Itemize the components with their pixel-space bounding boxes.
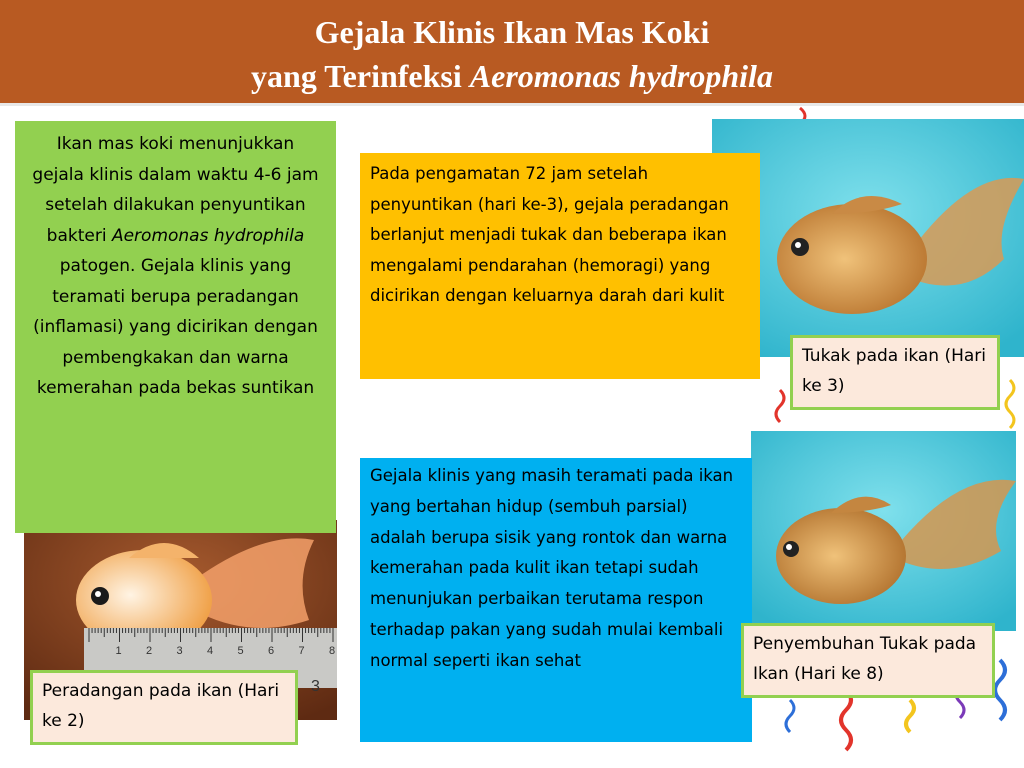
green-box-text-2: patogen. Gejala klinis yang teramati berupa peradangan (inflamasi) yang dicirikan dengan pembengkakan dan warna kemerahan pada bekas suntikan — [33, 256, 318, 398]
yellow-info-box — [360, 153, 760, 379]
ruler-number: 8 — [329, 645, 336, 657]
yellow-box-text: Pada pengamatan 72 jam setelah penyuntikan (hari ke-3), gejala peradangan berlanjut menjadi tukak dan beberapa ikan mengalami pendarahan (hemoragi) yang dicirikan dengan keluarnya darah dari kulit — [370, 164, 729, 305]
title-line-2-italic: Aeromonas hydrophila — [469, 58, 773, 94]
caption-day8 — [741, 623, 995, 698]
caption-day2-text: Peradangan pada ikan (Hari ke 2) — [42, 681, 280, 731]
fish-photo-day8 — [751, 431, 1016, 631]
title-banner — [0, 0, 1024, 106]
ruler-number: 1 — [115, 645, 122, 657]
green-box-text: Ikan mas koki menunjukkan gejala klinis dalam waktu 4-6 jam setelah dilakukan penyuntikan bakteri — [32, 134, 319, 246]
ruler-number: 2 — [146, 645, 153, 657]
ruler-number: 4 — [207, 645, 214, 657]
green-box-italic: Aeromonas hydrophila — [111, 225, 305, 246]
blue-box-text: Gejala klinis yang masih teramati pada ikan yang bertahan hidup (sembuh parsial) adalah berupa sisik yang rontok dan warna kemerahan pada kulit ikan tetapi sudah menunjukan perbaikan terutama respon terhadap pakan yang sudah mulai kembali normal seperti ikan sehat — [370, 466, 734, 670]
slide-title — [0, 10, 1024, 98]
caption-day3-text: Tukak pada ikan (Hari ke 3) — [802, 346, 987, 396]
green-info-box — [15, 121, 336, 533]
goldfish-illustration — [751, 431, 1016, 631]
ruler-number: 6 — [268, 645, 275, 657]
caption-day8-text: Penyembuhan Tukak pada Ikan (Hari ke 8) — [753, 634, 977, 684]
ruler-number: 5 — [237, 645, 244, 657]
caption-day2 — [30, 670, 298, 745]
ruler-number: 7 — [298, 645, 305, 657]
ruler-number: 3 — [176, 645, 183, 657]
title-line-2-prefix: yang Terinfeksi — [251, 58, 470, 94]
blue-info-box — [360, 458, 752, 742]
ruler-side-number: 3 — [311, 678, 320, 695]
caption-day3 — [790, 335, 1000, 410]
title-line-1: Gejala Klinis Ikan Mas Koki — [314, 14, 710, 50]
